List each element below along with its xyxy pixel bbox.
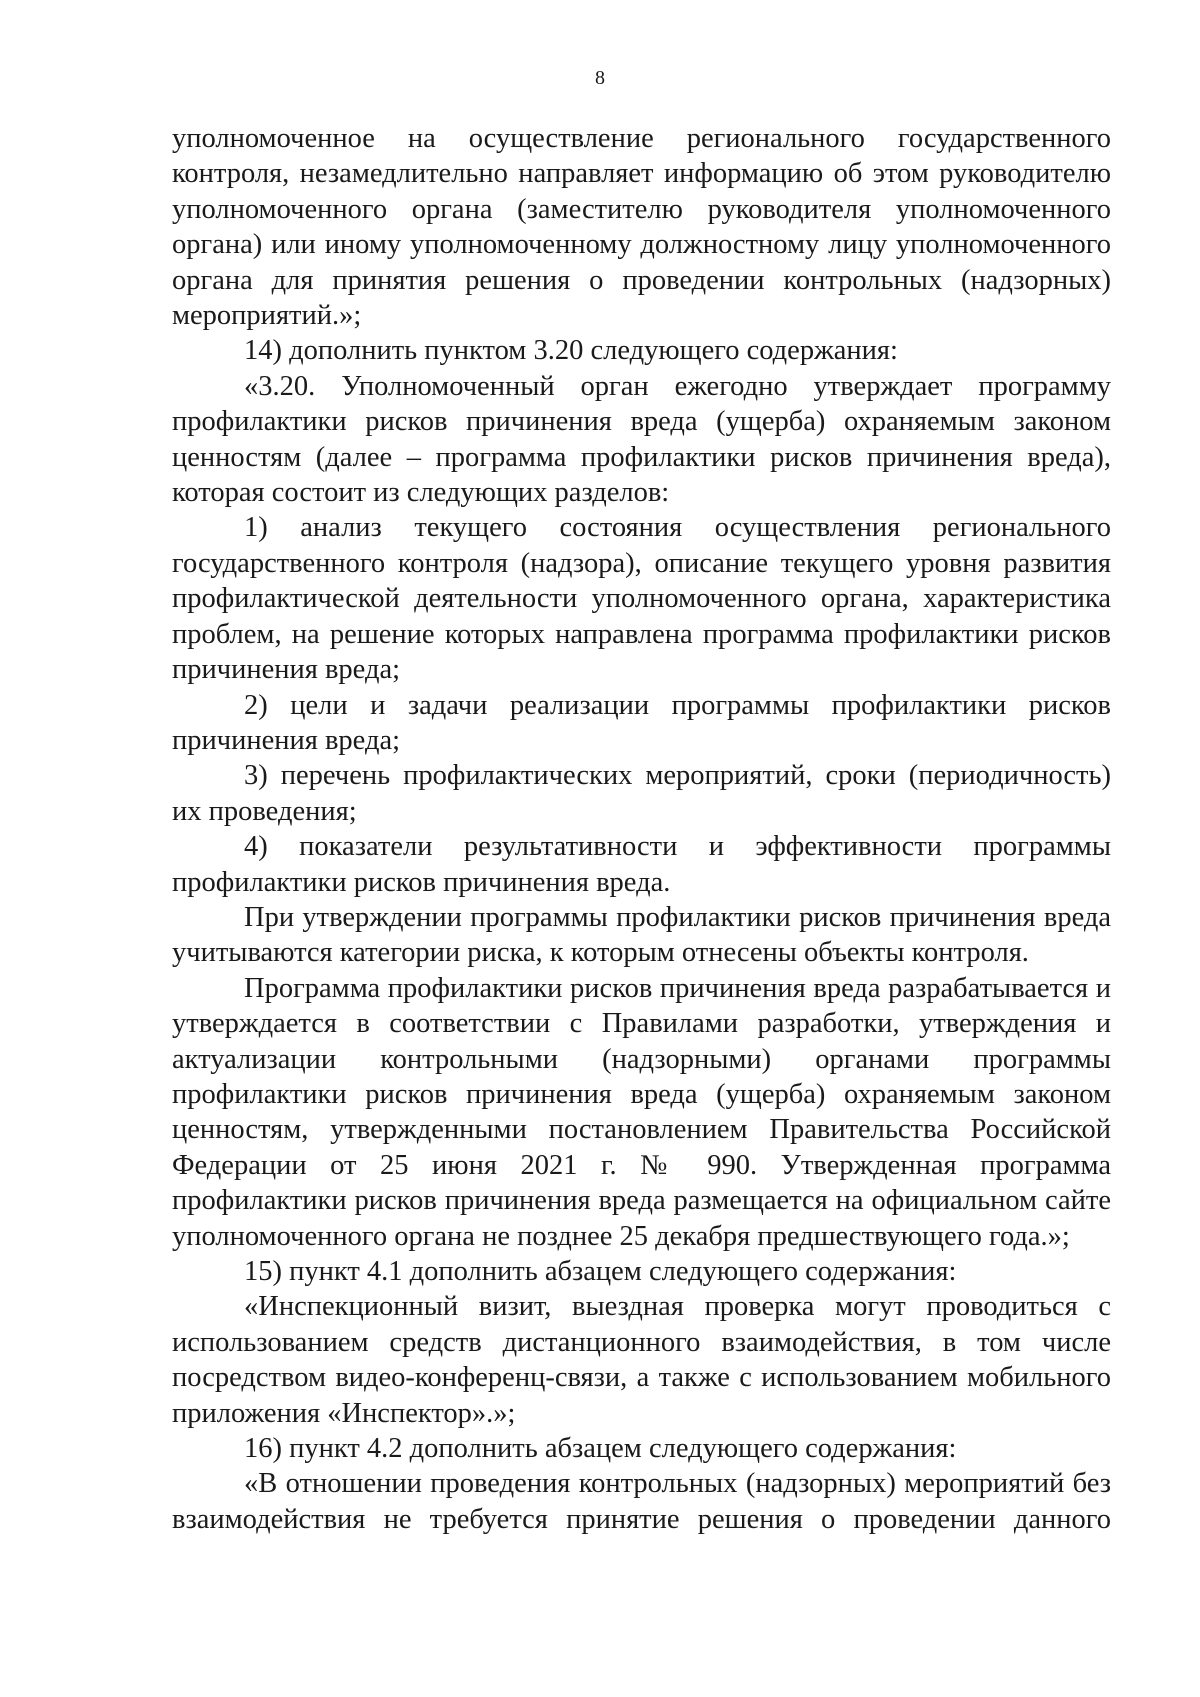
amendment-item-15: 15) пункт 4.1 дополнить абзацем следующего содержания: xyxy=(244,1256,957,1287)
section-item-1: 1) анализ текущего состояния осуществления регионального государственного контроля (надзора), описание текущего уровня развития профилактической деятельности уполномоченного органа, характеристика проблем, на решение которых направлена программа профилактики рисков причинения вреда; xyxy=(172,512,1111,686)
paragraph-risk-categories: При утверждении программы профилактики рисков причинения вреда учитываются категории риска, к которым отнесены объекты контроля. xyxy=(172,901,1111,969)
clause-4-1-addition: «Инспекционный визит, выездная проверка могут проводиться с использованием средств дистанционного взаимодействия, в том числе посредством видео-конференц-связи, а также с использованием мобильного приложения «Инспектор».»; xyxy=(172,1291,1111,1429)
clause-3-20-intro: «3.20. Уполномоченный орган ежегодно утверждает программу профилактики рисков причинения вреда (ущерба) охраняемым законом ценностям (далее – программа профилактики рисков причинения вреда), которая состоит из следующих разделов: xyxy=(172,370,1111,509)
paragraph-program-approval: Программа профилактики рисков причинения вреда разрабатывается и утверждается в соответствии с Правилами разработки, утверждения и актуализации контрольными (надзорными) органами программы профилактики рисков причинения вреда (ущерба) охраняемым законом ценностям, утвержденными постановлением Правительства Российской Федерации от 25 июня 2021 г. № 990. Утвержденная программа профилактики рисков причинения вреда размещается на официальном сайте уполномоченного органа не позднее 25 декабря предшествующего года.»; xyxy=(172,972,1111,1252)
amendment-item-16: 16) пункт 4.2 дополнить абзацем следующего содержания: xyxy=(244,1433,957,1465)
paragraph-continuation: уполномоченное на осуществление регионального государственного контроля, незамедлительно направляет информацию об этом руководителю уполномоченного органа (заместителю руководителя уполномоченного органа) или иному уполномоченному должностному лицу уполномоченного органа для принятия решения о проведении контрольных (надзорных) мероприятий.»; xyxy=(172,123,1111,332)
clause-4-2-addition: «В отношении проведения контрольных (надзорных) мероприятий без взаимодействия не требуется принятие решения о проведении данного xyxy=(172,1468,1111,1535)
document-body xyxy=(172,121,1111,1537)
amendment-item-14: 14) дополнить пунктом 3.20 следующего содержания: xyxy=(244,335,898,367)
section-item-2: 2) цели и задачи реализации программы профилактики рисков причинения вреда; xyxy=(172,689,1111,756)
section-item-3: 3) перечень профилактических мероприятий, сроки (периодичность) их проведения; xyxy=(172,760,1111,827)
page-number: 8 xyxy=(595,67,605,89)
section-item-4: 4) показатели результативности и эффективности программы профилактики рисков причинения вреда. xyxy=(172,831,1111,898)
